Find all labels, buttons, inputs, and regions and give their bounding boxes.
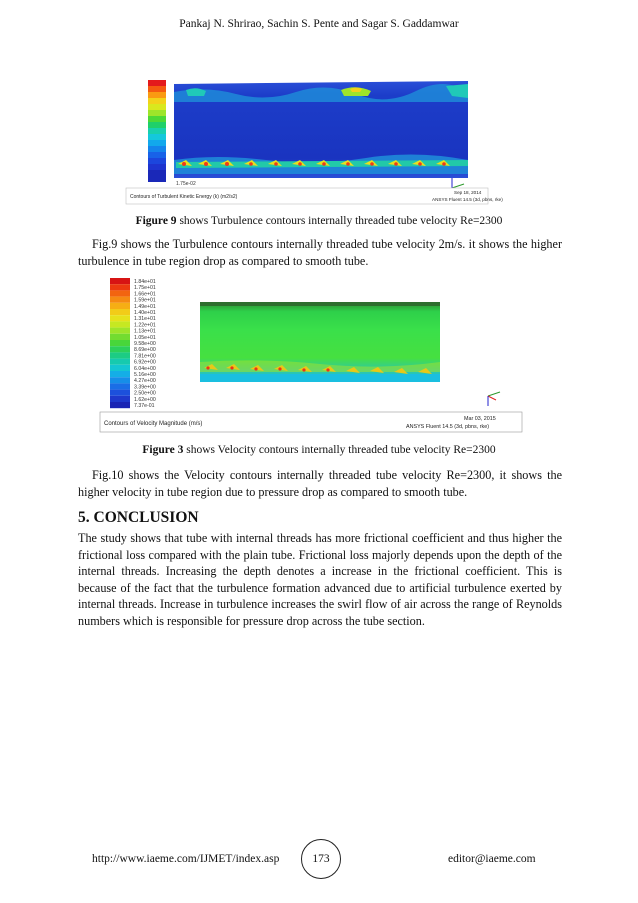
legend-label: 1.13e+01 [134, 328, 156, 335]
figure-3-date: Mar 03, 2015 [464, 416, 496, 422]
legend-label: 6.92e+00 [134, 359, 156, 366]
figure-9-caption [0, 215, 638, 227]
figure-3-software: ANSYS Fluent 14.5 (3d, pbns, rke) [406, 424, 489, 430]
figure-3-legend-labels [134, 279, 156, 409]
figure-9-software: ANSYS Fluent 14.5 (3d, pbns, rke) [432, 197, 503, 202]
figure-3-caption [0, 444, 638, 456]
figure-3-footer-title: Contours of Velocity Magnitude (m/s) [104, 421, 203, 427]
footer-email-link[interactable]: editor@iaeme.com [448, 853, 536, 865]
figure-3-axis-triad [488, 392, 500, 406]
legend-label: 2.50e+00 [134, 390, 156, 397]
figure-9-tube-domain [174, 81, 468, 178]
legend-label: 1.40e+01 [134, 310, 156, 316]
figure-3-color-legend [110, 278, 130, 408]
figure-3-caption-label: Figure 3 [142, 444, 184, 456]
legend-label: 3.39e+00 [134, 384, 156, 391]
paragraph-fig9: Fig.9 shows the Turbulence contours internally threaded tube velocity 2m/s. it shows the higher turbulence in tube region drop as compared to smooth tube. [78, 237, 562, 268]
legend-label: 4.27e+00 [134, 378, 156, 385]
legend-label: 6.04e+00 [134, 365, 156, 372]
paragraph-fig10: Fig.10 shows the Velocity contours internally threaded tube velocity Re=2300, it shows the higher velocity in tube region due to pressure drop as compared to smooth tube. [78, 468, 562, 499]
velocity-contour-plot [100, 276, 522, 432]
figure-3-tube-domain [200, 302, 440, 382]
figure-9-legend-min-label: 1.75e-02 [176, 181, 196, 187]
legend-label: 1.62e+00 [134, 396, 156, 403]
section-heading-conclusion: 5. CONCLUSION [78, 509, 199, 526]
figure-9-caption-text: shows Turbulence contours internally threaded tube velocity Re=2300 [176, 215, 503, 227]
footer-url-link[interactable]: http://www.iaeme.com/IJMET/index.asp [92, 853, 280, 865]
legend-label: 9.58e+00 [134, 341, 156, 347]
legend-label: 5.16e+00 [134, 372, 156, 378]
legend-label: 1.66e+01 [134, 291, 156, 298]
running-header: Pankaj N. Shrirao, Sachin S. Pente and Sagar S. Gaddamwar [179, 18, 459, 30]
legend-label: 1.49e+01 [134, 303, 156, 310]
conclusion-paragraph: The study shows that tube with internal threads has more frictional coefficient and thus higher the frictional loss compared with the plain tube. Frictional loss majorly depends upon the depth of the internal threads. Increasing the depth denotes a increase in the frictional coefficient. This is because of the fact that the turbulence formation advanced due to artificial turbulence exerted by internal threads. Increase in turbulence increases the swirl flow of air across the range of Reynolds numbers which is responsible for pressure drop across the tube section. [78, 531, 562, 628]
legend-label: 8.69e+00 [134, 347, 156, 354]
page-number: 173 [301, 839, 341, 879]
figure-9-caption-label: Figure 9 [135, 215, 177, 227]
legend-label: 1.84e+01 [134, 279, 156, 285]
legend-label: 1.75e+01 [134, 285, 156, 292]
turbulence-contour-plot [126, 74, 503, 204]
legend-label: 1.05e+01 [134, 334, 156, 341]
legend-label: 1.59e+01 [134, 297, 156, 304]
legend-label: 1.31e+01 [134, 316, 156, 323]
figure-3-image [100, 276, 522, 432]
figure-9-image [126, 74, 503, 204]
figure-9-date: Sep 18, 2014 [454, 190, 482, 195]
legend-label: 7.81e+00 [134, 353, 156, 360]
legend-label: 7.37e-01 [134, 403, 155, 409]
figure-9-footer-title: Contours of Turbulent Kinetic Energy (k) (m2/s2) [130, 194, 238, 200]
legend-label: 1.22e+01 [134, 322, 156, 329]
figure-3-caption-text: shows Velocity contours internally threaded tube velocity Re=2300 [183, 444, 496, 456]
